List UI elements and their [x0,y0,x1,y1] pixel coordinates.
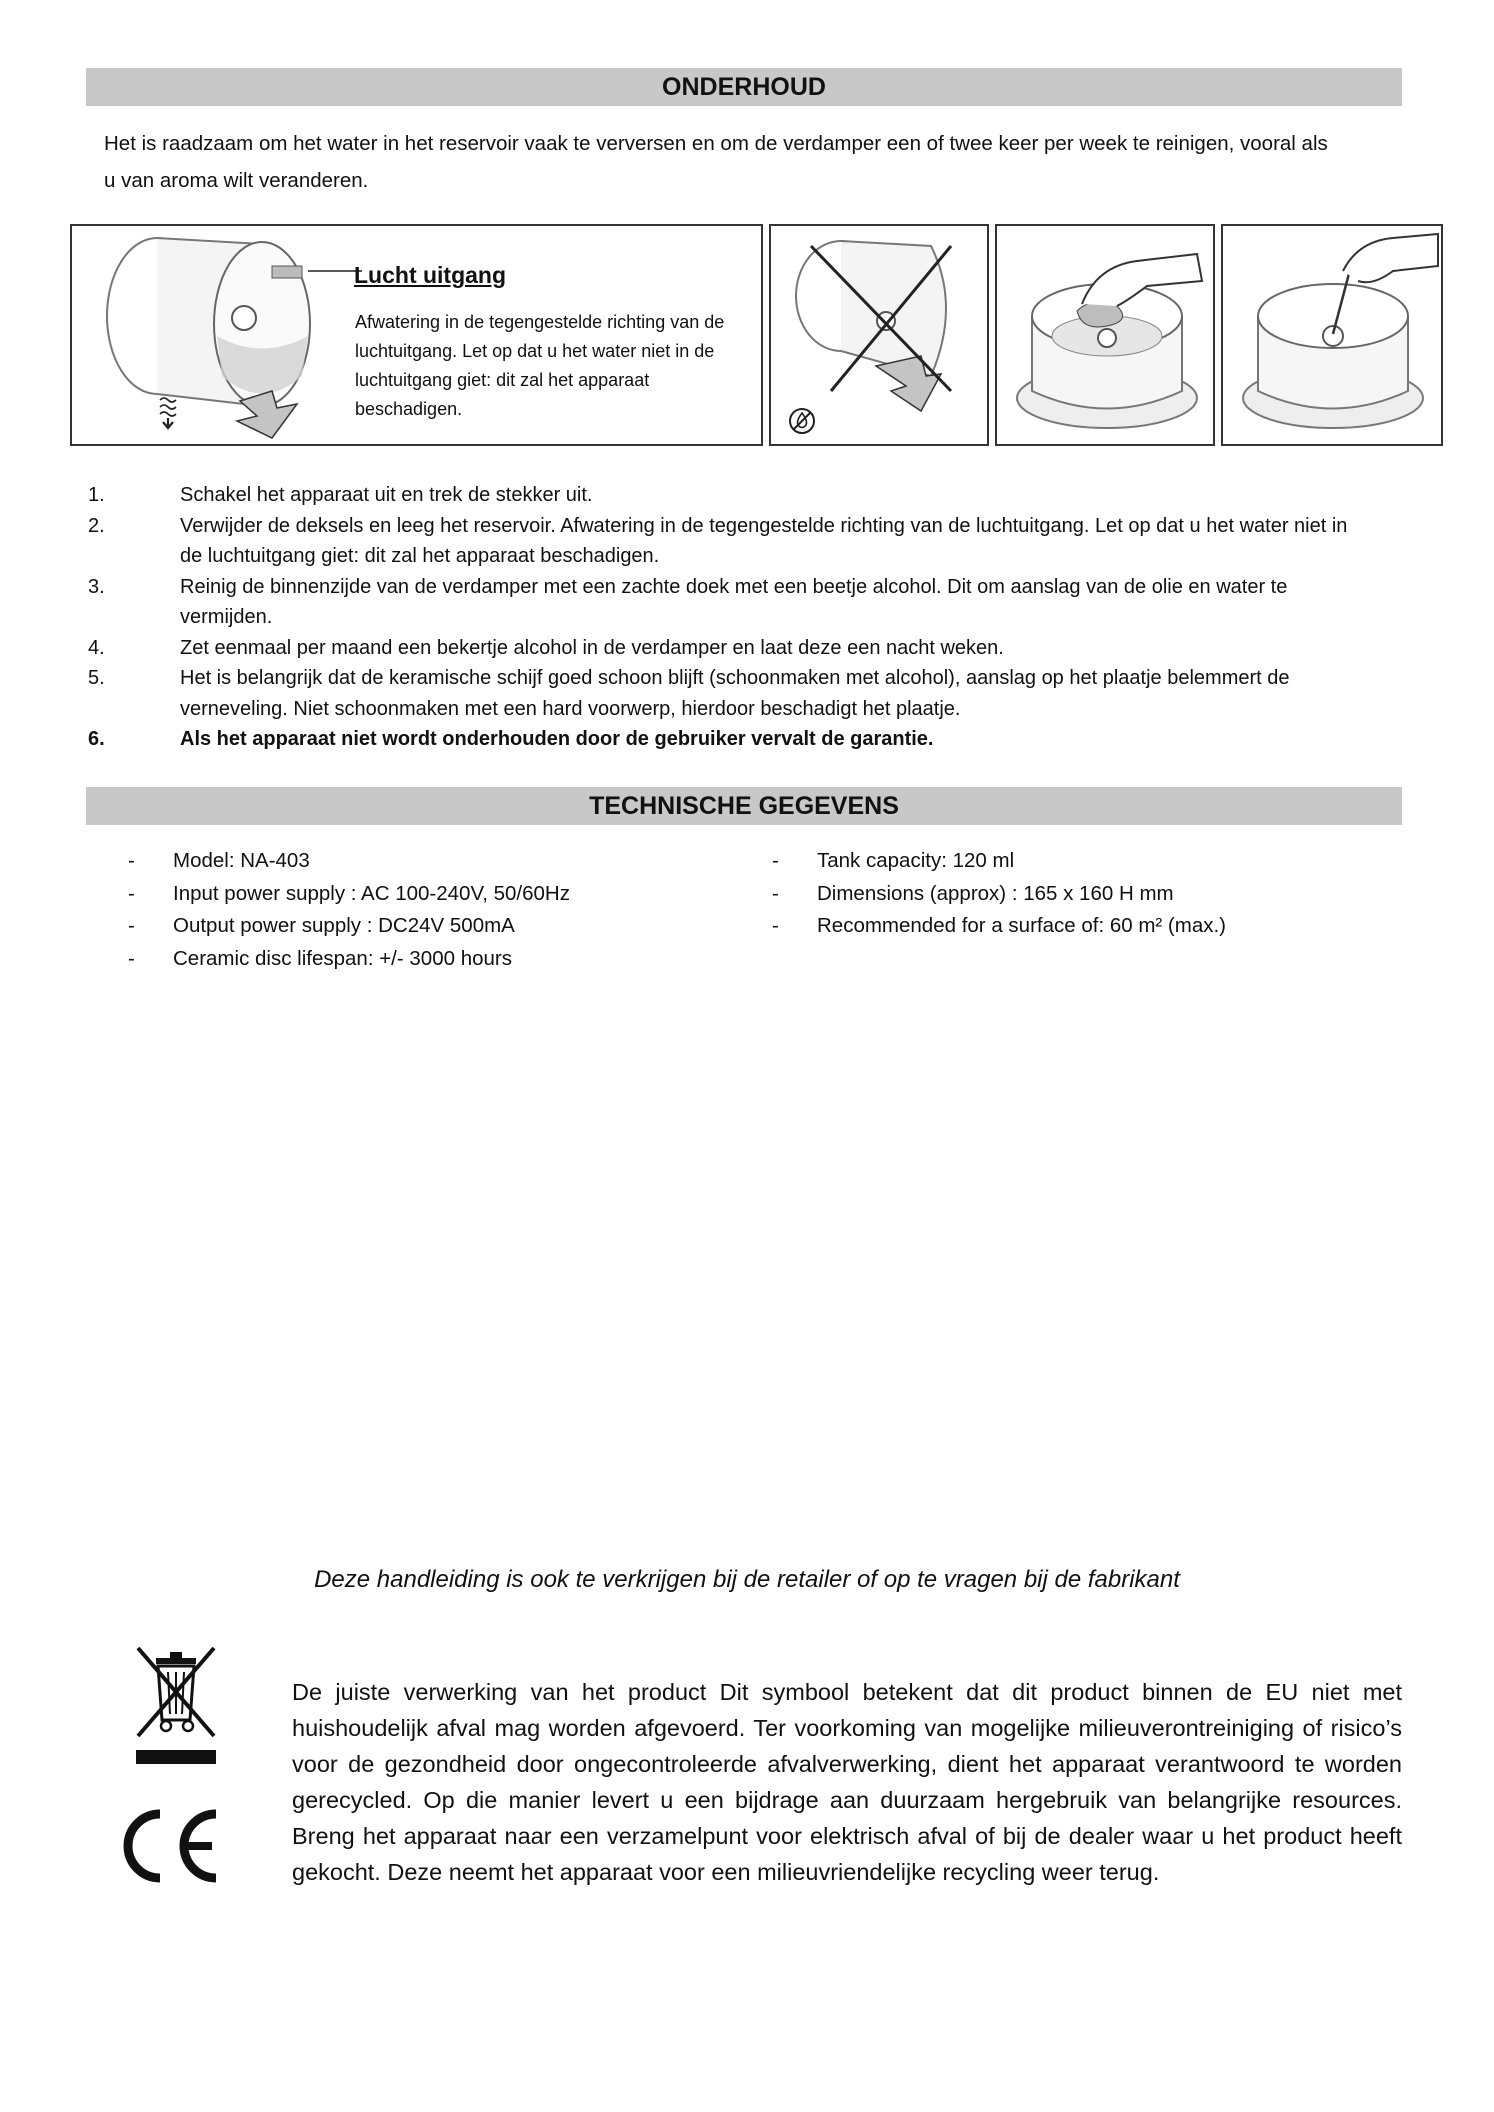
maintenance-heading: ONDERHOUD [86,68,1402,106]
callout-text: Afwatering in de tegengestelde richting van de luchtuitgang. Let op dat u het water niet in de luchtuitgang giet: dit zal het apparaat beschadigen. [355,312,725,419]
specs-right [772,845,1372,943]
spec-item: - Model: NA-403 [128,849,310,872]
cleaning-swab-illustration [1223,226,1445,448]
spec-item: - Tank capacity: 120 ml [772,849,1015,872]
ce-mark-icon [112,1806,224,1886]
cleaning-cloth-illustration [997,226,1217,448]
no-water-icon [787,406,817,436]
mist-icon [158,394,180,430]
figure-drain-direction [70,224,763,446]
figure-wrong-drain [769,224,989,446]
figure-wipe-cloth [995,224,1215,446]
weee-bin-icon [128,1640,224,1770]
maintenance-intro: Het is raadzaam om het water in het reservoir vaak te verversen en om de verdamper een of twee keer per week te reinigen, vooral als u van aroma wilt veranderen. [104,132,1328,192]
spec-item: - Input power supply : AC 100-240V, 50/60Hz [128,881,570,905]
specs-left [128,845,728,975]
step-item: 4. Zet eenmaal per maand een bekertje alcohol in de verdamper en laat deze een nacht weken. [88,636,1004,659]
availability-note: Deze handleiding is ook te verkrijgen bij de retailer of op te vragen bij de fabrikant [314,1566,1180,1593]
spec-item: - Output power supply : DC24V 500mA [128,914,515,937]
step-item: 5. Het is belangrijk dat de keramische schijf goed schoon blijft (schoonmaken met alcohol), aanslag op het plaatje belemmert de verneveling. Niet schoonmaken met een hard voorwerp, hierdoor beschadigt het plaatje. [88,667,1290,720]
step-item: 1. Schakel het apparaat uit en trek de stekker uit. [88,484,593,506]
spec-item: - Recommended for a surface of: 60 m² (max.) [772,914,1227,937]
step-item-warranty: 6. Als het apparaat niet wordt onderhouden door de gebruiker vervalt de garantie. [88,728,934,750]
step-item: 2. Verwijder de deksels en leeg het reservoir. Afwatering in de tegengestelde richting van de luchtuitgang. Let op dat u het water niet in de luchtuitgang giet: dit zal het apparaat beschadigen. [88,514,1348,567]
disposal-text: De juiste verwerking van het product Dit symbool betekent dat dit product binnen de EU niet met huishoudelijk afval mag worden afgevoerd. Ter voorkoming van mogelijke milieuverontreiniging of risico’s voor de gezondheid door ongecontroleerde afvalverwerking, dient het apparaat verantwoord te worden gerecycled. Op die manier levert u een bijdrage aan duurzaam hergebruik van belangrijke resources. Breng het apparaat naar een verzamelpunt voor elektrisch afval of bij de dealer waar u het product heeft gekocht. Deze neemt het apparaat voor een milieuvriendelijke recycling weer terug. [292,1679,1402,1885]
step-item: 3. Reinig de binnenzijde van de verdamper met een zachte doek met een beetje alcohol. Dit om aanslag van de olie en water te vermijden. [88,575,1288,628]
maintenance-steps [88,480,1348,755]
callout-title: Lucht uitgang [354,262,507,288]
technical-heading: TECHNISCHE GEGEVENS [86,787,1402,825]
spec-item: - Ceramic disc lifespan: +/- 3000 hours [128,946,512,970]
spec-item: - Dimensions (approx) : 165 x 160 H mm [772,881,1174,905]
figure-clean-disc [1221,224,1443,446]
